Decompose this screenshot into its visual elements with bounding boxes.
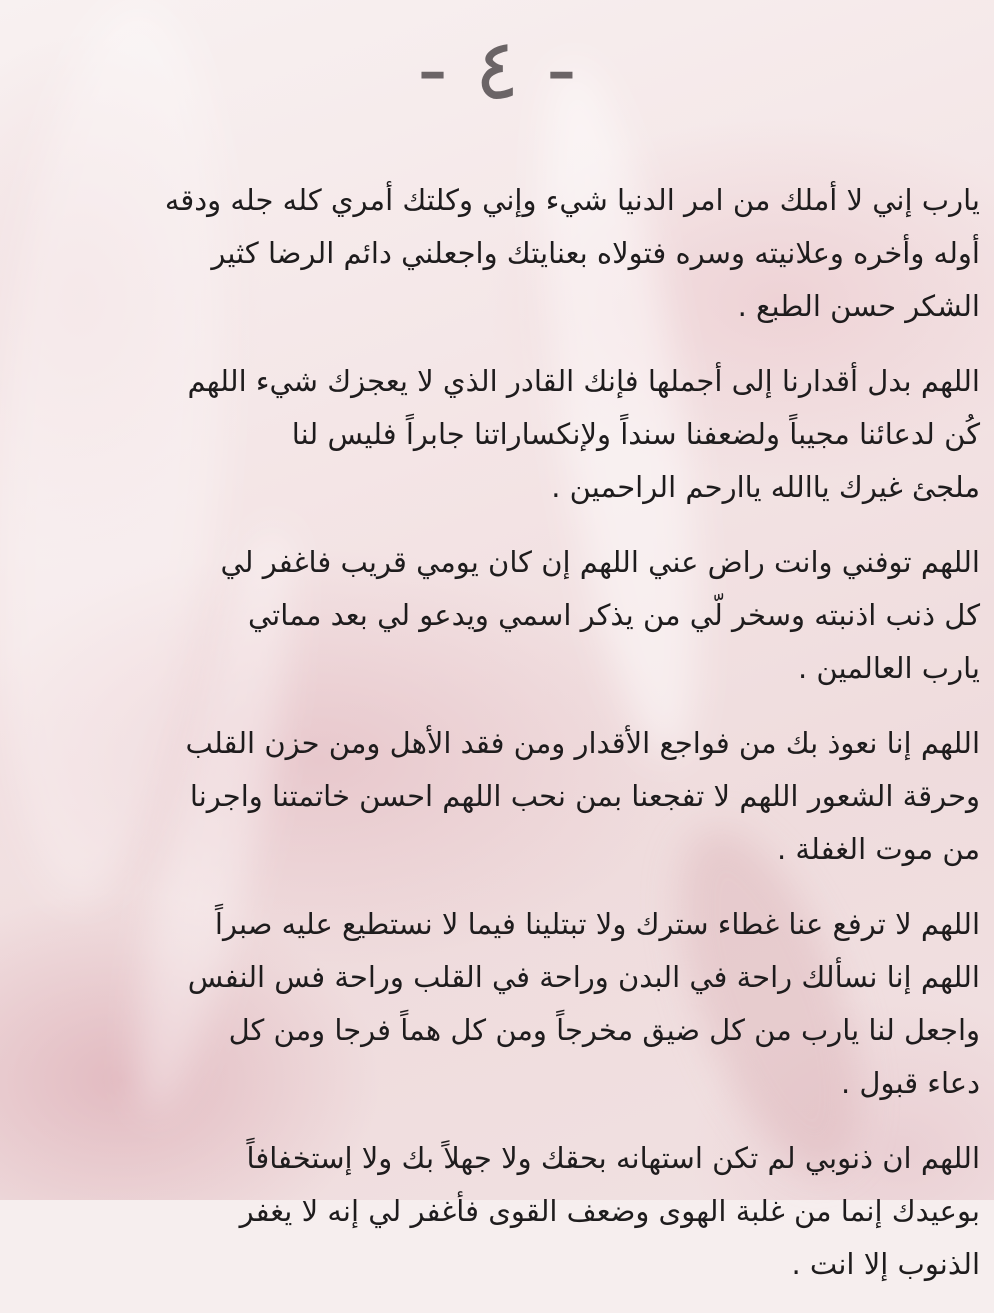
text-line: الذنوب إلا انت . (791, 1247, 980, 1281)
page-number-heading: - ٤ - (417, 20, 577, 118)
paragraph-6 (14, 1132, 980, 1291)
text-line: اللهم إنا نسألك راحة في البدن وراحة في القلب وراحة فس النفس (187, 960, 980, 994)
supplication-text (14, 174, 980, 1313)
text-line: اللهم توفني وانت راض عني اللهم إن كان يومي قريب فاغفر لي (220, 545, 980, 579)
text-line: كُن لدعائنا مجيباً ولضعفنا سنداً ولإنكساراتنا جابراً فليس لنا (291, 417, 980, 451)
text-line: كل ذنب اذنبته وسخر لّي من يذكر اسمي ويدعو لي بعد مماتي (247, 598, 980, 632)
paragraph-2 (14, 355, 980, 514)
paragraph-4 (14, 717, 980, 876)
text-line: اللهم لا ترفع عنا غطاء سترك ولا تبتلينا فيما لا نستطيع عليه صبراً (214, 907, 980, 941)
text-line: اللهم ان ذنوبي لم تكن استهانه بحقك ولا جهلاً بك ولا إستخفافاً (246, 1141, 980, 1175)
text-line: ملجئ غيرك ياالله ياارحم الراحمين . (551, 470, 980, 504)
text-line: اللهم إنا نعوذ بك من فواجع الأقدار ومن فقد الأهل ومن حزن القلب (185, 726, 980, 760)
paragraph-3 (14, 536, 980, 695)
text-line: واجعل لنا يارب من كل ضيق مخرجاً ومن كل هماً فرجا ومن كل (228, 1013, 980, 1047)
text-line: بوعيدك إنما من غلبة الهوى وضعف القوى فأغفر لي إنه لا يغفر (239, 1194, 980, 1228)
text-line: وحرقة الشعور اللهم لا تفجعنا بمن نحب اللهم احسن خاتمتنا واجرنا (189, 779, 980, 813)
text-line: اللهم بدل أقدارنا إلى أجملها فإنك القادر الذي لا يعجزك شيء اللهم (187, 364, 980, 398)
text-line: يارب إني لا أملك من امر الدنيا شيء وإني وكلتك أمري كله جله ودقه (164, 183, 980, 217)
paragraph-1 (14, 174, 980, 333)
paragraph-5 (14, 898, 980, 1110)
text-line: الشكر حسن الطبع . (737, 289, 980, 323)
text-line: يارب العالمين . (797, 651, 980, 685)
text-line: من موت الغفلة . (777, 832, 980, 866)
text-line: دعاء قبول . (840, 1066, 980, 1100)
text-line: أوله وأخره وعلانيته وسره فتولاه بعنايتك واجعلني دائم الرضا كثير (211, 236, 980, 270)
